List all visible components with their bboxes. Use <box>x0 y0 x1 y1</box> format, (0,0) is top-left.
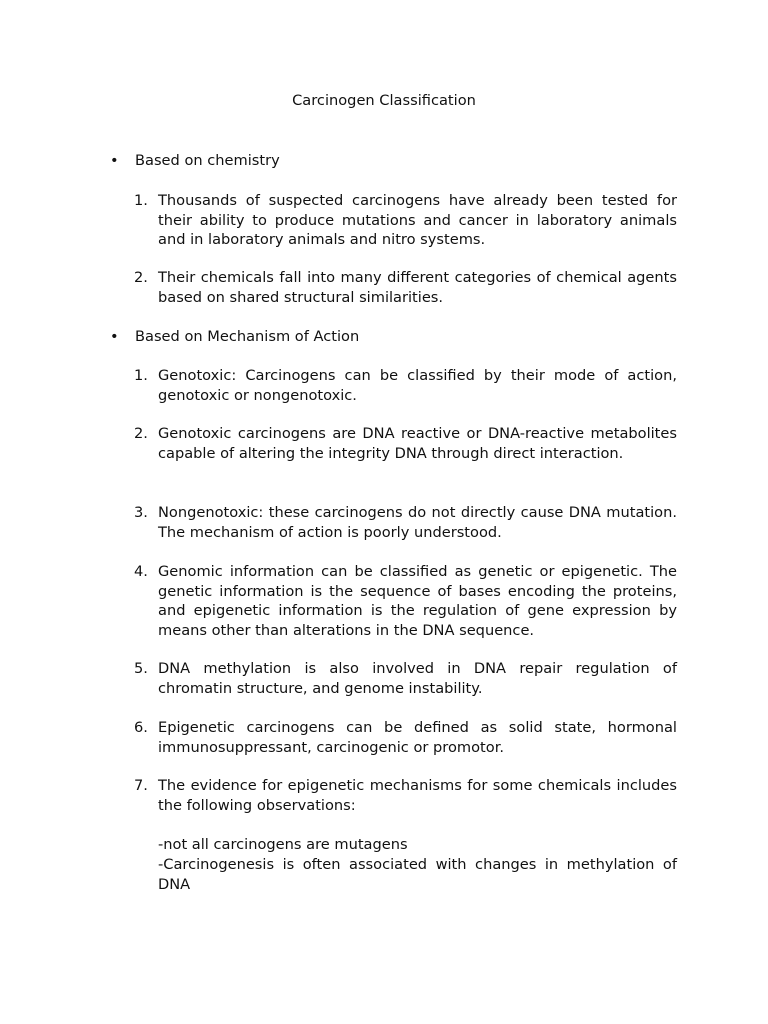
bullet-icon: • <box>110 328 119 345</box>
list-item-number: 2. <box>134 425 148 442</box>
list-item <box>134 503 677 542</box>
bullet-icon: • <box>110 152 119 169</box>
list-item-number: 5. <box>134 660 148 677</box>
list-item <box>134 718 677 757</box>
list-item-number: 1. <box>134 367 148 384</box>
document-title: Carcinogen Classification <box>292 92 476 109</box>
list-item-text: Their chemicals fall into many different categories of chemical agents based on shared structural similarities. <box>158 269 677 306</box>
list-item-number: 4. <box>134 563 148 580</box>
observation-line: -not all carcinogens are mutagens <box>158 836 408 853</box>
list-item-number: 2. <box>134 269 148 286</box>
list-item-text: Genotoxic carcinogens are DNA reactive or DNA-reactive metabolites capable of altering the integrity DNA through direct interaction. <box>158 425 677 462</box>
list-item <box>134 659 677 698</box>
list-item <box>134 191 677 250</box>
list-item-text: Genotoxic: Carcinogens can be classified by their mode of action, genotoxic or nongenotoxic. <box>158 367 677 404</box>
section-heading-text: Based on Mechanism of Action <box>135 328 360 345</box>
list-item <box>134 776 677 815</box>
list-item-number: 1. <box>134 192 148 209</box>
list-item <box>134 562 677 640</box>
observation-line: -Carcinogenesis is often associated with changes in methylation of DNA <box>158 856 677 893</box>
list-item <box>134 424 677 463</box>
list-item-number: 6. <box>134 719 148 736</box>
list-item <box>134 268 677 307</box>
list-item-text: The evidence for epigenetic mechanisms for some chemicals includes the following observations: <box>158 777 677 814</box>
list-item-text: Genomic information can be classified as genetic or epigenetic. The genetic information is the sequence of bases encoding the proteins, and epigenetic information is the regulation of gene expression by means other than alterations in the DNA sequence. <box>158 563 677 639</box>
list-item-text: DNA methylation is also involved in DNA repair regulation of chromatin structure, and genome instability. <box>158 660 677 697</box>
list-item-number: 7. <box>134 777 148 794</box>
list-item-number: 3. <box>134 504 148 521</box>
list-item-text: Nongenotoxic: these carcinogens do not directly cause DNA mutation. The mechanism of action is poorly understood. <box>158 504 677 541</box>
list-item-text: Thousands of suspected carcinogens have already been tested for their ability to produce mutations and cancer in laboratory animals and in laboratory animals and nitro systems. <box>158 192 677 249</box>
list-item-text: Epigenetic carcinogens can be defined as solid state, hormonal immunosuppressant, carcinogenic or promotor. <box>158 719 677 756</box>
section-heading-text: Based on chemistry <box>135 152 280 169</box>
list-item <box>134 366 677 405</box>
